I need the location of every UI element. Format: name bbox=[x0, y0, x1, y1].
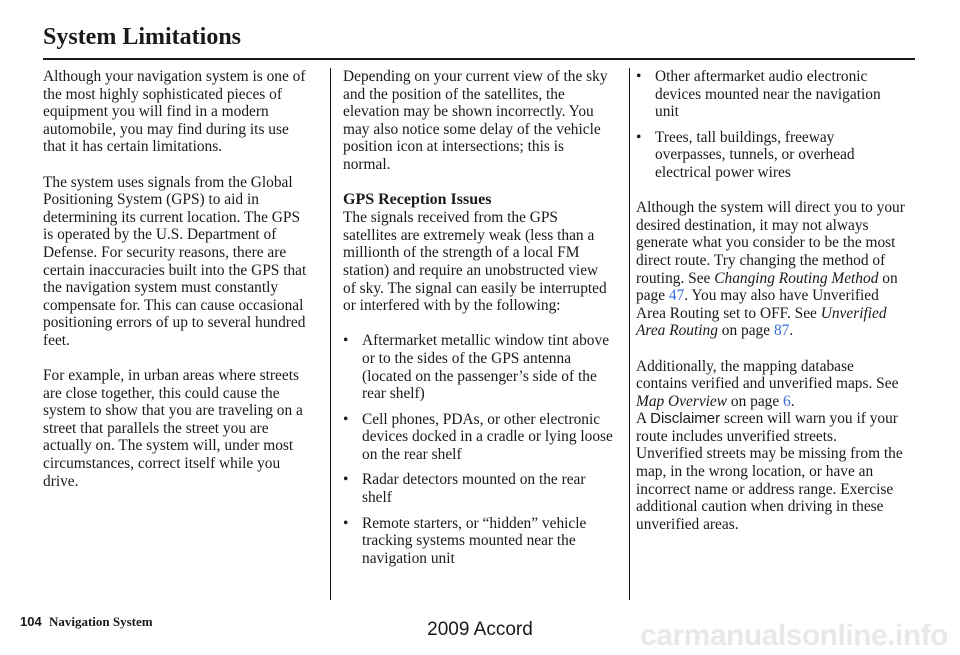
text-span: Although the system will direct you to your desired destination, it may not always generate what you consider to be the most direct route. Try changing the method of routing. See bbox=[636, 199, 905, 287]
column-divider-2 bbox=[629, 68, 630, 600]
reference-unverified-area-routing: Unverified Area Routing bbox=[636, 304, 887, 340]
page-link-47[interactable]: 47 bbox=[668, 287, 685, 305]
elevation-paragraph: Depending on your current view of the sky and the position of the satellites, the elevation may be shown incorrectly. You may also notice some delay of the vehicle position icon at intersections; this is normal. bbox=[343, 68, 608, 173]
gps-reception-heading: GPS Reception Issues bbox=[343, 191, 492, 209]
site-watermark: carmanualsonline.info bbox=[640, 619, 948, 652]
reference-changing-routing-method: Changing Routing Method bbox=[714, 269, 879, 287]
footer-section: Navigation System bbox=[48, 614, 153, 629]
column-2 bbox=[343, 68, 613, 585]
text-span: on page bbox=[636, 269, 898, 305]
column-1 bbox=[43, 68, 313, 508]
column-divider-1 bbox=[330, 68, 331, 600]
reception-paragraph: The signals received from the GPS satellites are extremely weak (less than a millionth of the strength of a local FM station) and require an unobstructed view of sky. The signal can easily be interrupted or interfered with by the following: bbox=[343, 209, 607, 315]
text-span: . bbox=[789, 322, 794, 340]
list-item: • Trees, tall buildings, freeway overpasses, tunnels, or overhead electrical power wires bbox=[636, 129, 906, 182]
text-span: on page bbox=[717, 322, 774, 340]
disclaimer-term: Disclaimer bbox=[650, 410, 721, 428]
page-link-87[interactable]: 87 bbox=[773, 322, 790, 340]
reference-map-overview: Map Overview bbox=[636, 392, 728, 410]
page-link-6[interactable]: 6 bbox=[783, 392, 791, 410]
text-span: A bbox=[636, 410, 651, 428]
gps-paragraph: The system uses signals from the Global Positioning System (GPS) to aid in determining its current location. The GPS is operated by the U.S. Department of Defense. For security reasons, there are certain inaccuracies built into the GPS that the navigation system must constantly compensate for. This can cause occasional positioning errors of up to several hundred feet. bbox=[43, 173, 307, 349]
text-span: on page bbox=[727, 392, 784, 410]
interference-list bbox=[343, 332, 613, 567]
page-number: 104 bbox=[20, 614, 42, 629]
list-item: • Radar detectors mounted on the rear shelf bbox=[343, 471, 613, 506]
list-item: • Cell phones, PDAs, or other electronic devices docked in a cradle or lying loose on the rear shelf bbox=[343, 411, 613, 464]
text-span: screen will warn you if your route includes unverified streets. Unverified streets may be missing from the map, in the wrong location, or have an incorrect name or address range. Exercise additional caution when driving in these unverified areas. bbox=[636, 410, 903, 533]
list-item: • Remote starters, or “hidden” vehicle tracking systems mounted near the navigation unit bbox=[343, 515, 613, 568]
title-rule bbox=[43, 58, 915, 60]
list-item: • Aftermarket metallic window tint above or to the sides of the GPS antenna (located on the passenger’s side of the rear shelf) bbox=[343, 332, 613, 402]
mapping-paragraph bbox=[636, 358, 906, 411]
page-title: System Limitations bbox=[43, 24, 241, 50]
routing-paragraph bbox=[636, 199, 906, 340]
text-span: . You may also have Unverified Area Routing set to OFF. See bbox=[636, 287, 879, 322]
column-3 bbox=[636, 68, 906, 551]
model-watermark: 2009 Accord bbox=[427, 619, 533, 640]
disclaimer-paragraph bbox=[636, 410, 906, 533]
intro-paragraph: Although your navigation system is one of the most highly sophisticated pieces of equipment you will find in a modern automobile, you may find during its use that it has certain limitations. bbox=[43, 68, 306, 156]
urban-paragraph: For example, in urban areas where streets are close together, this could cause the system to show that you are traveling on a street that parallels the street you are actually on. The system will, under most circumstances, correct itself while you drive. bbox=[43, 367, 303, 490]
list-item: • Other aftermarket audio electronic devices mounted near the navigation unit bbox=[636, 68, 906, 121]
text-span: . bbox=[790, 392, 795, 410]
text-span: Additionally, the mapping database contains verified and unverified maps. See bbox=[636, 357, 899, 393]
interference-list-continued bbox=[636, 68, 906, 182]
